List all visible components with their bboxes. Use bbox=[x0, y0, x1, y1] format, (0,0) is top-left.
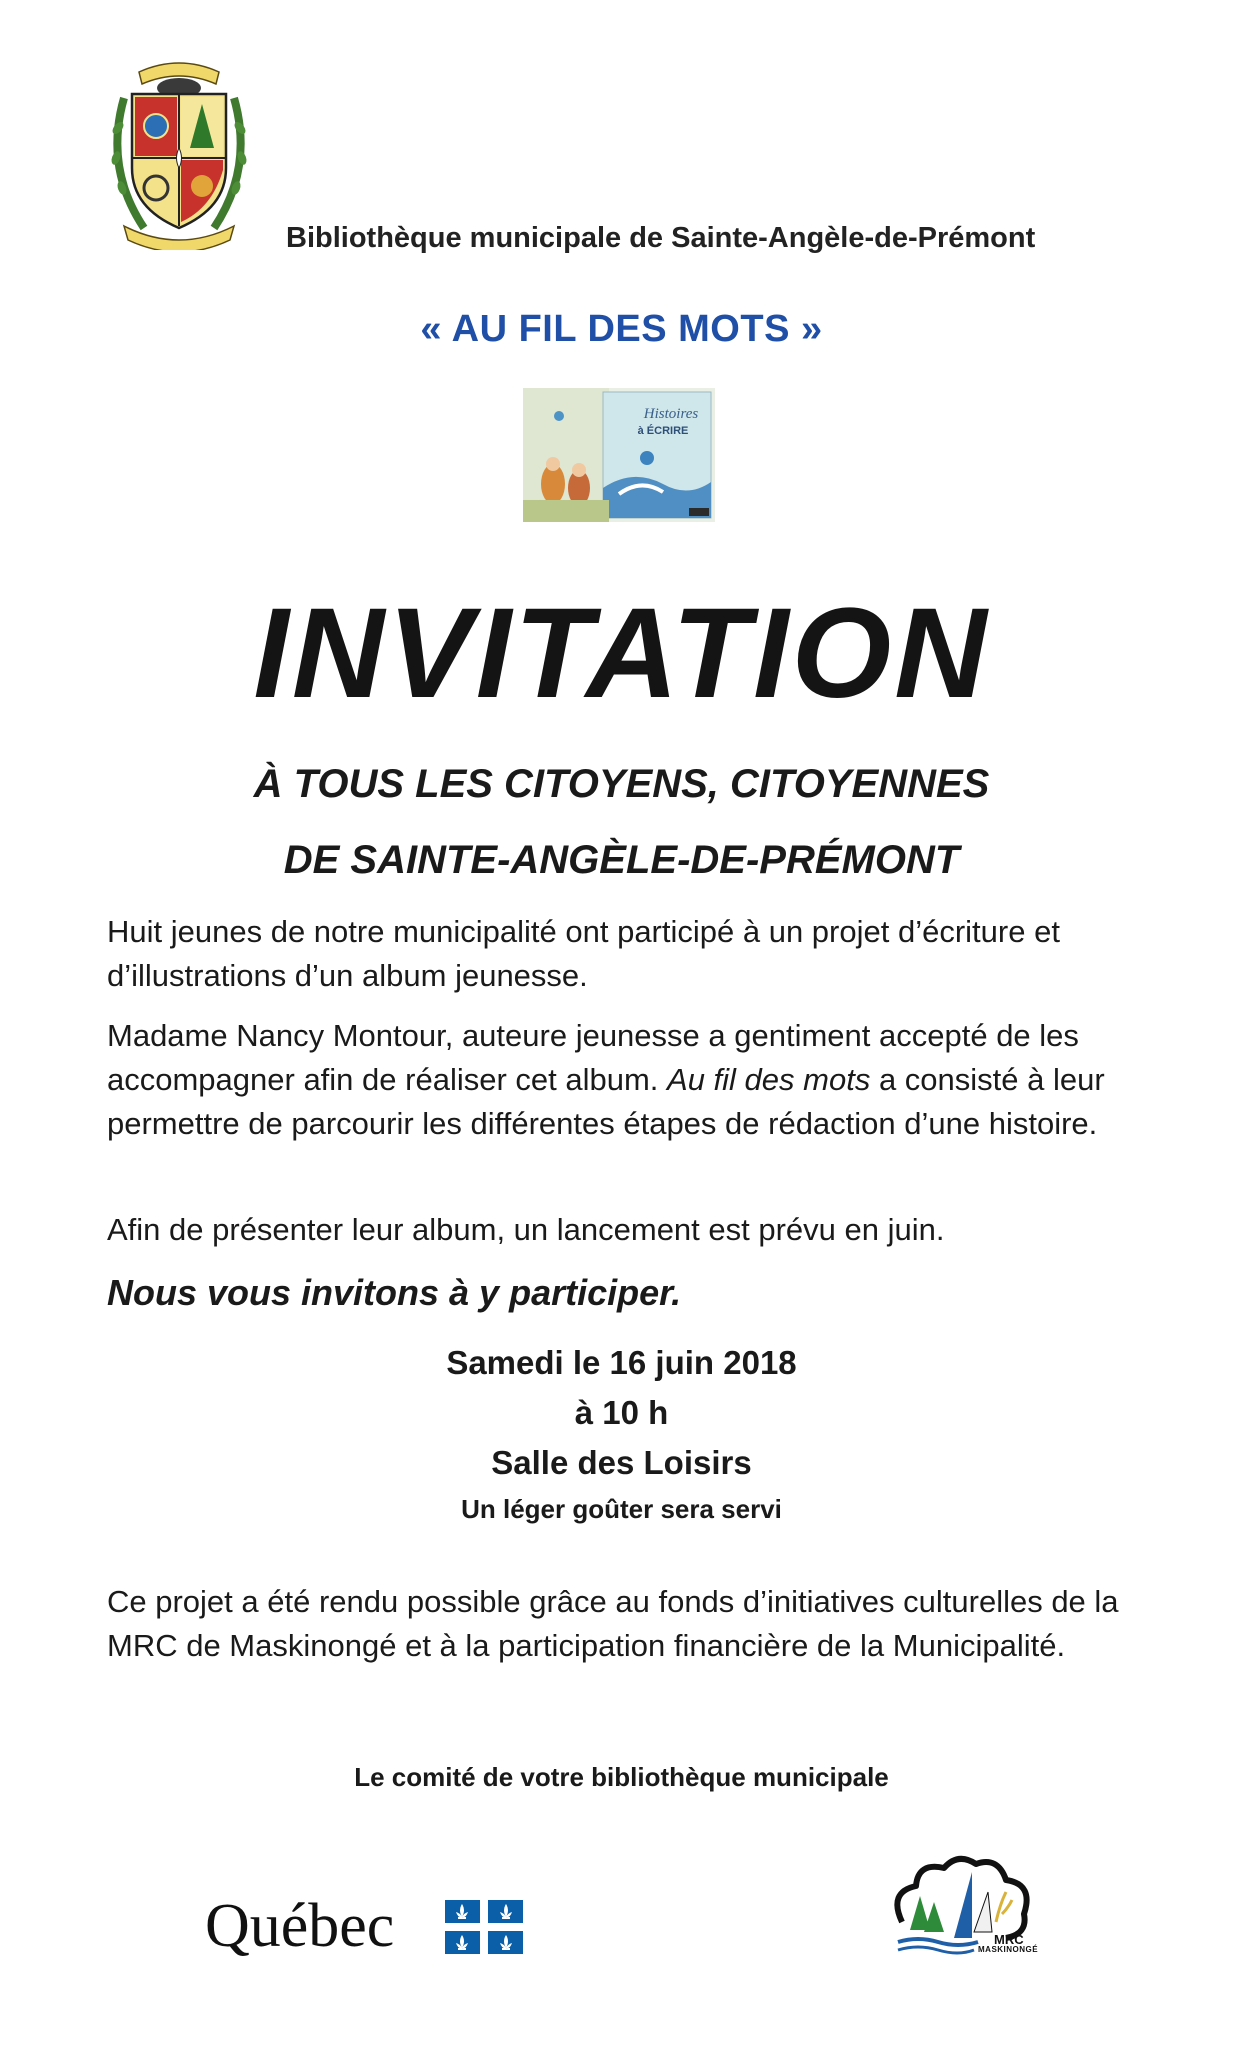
fleurdelise-flag-icon bbox=[445, 1900, 523, 1954]
book-title-line-1: Histoires bbox=[643, 406, 699, 422]
paragraph-2-end: a consisté à leur permettre de parcourir les différentes étapes de rédaction d’une histoire. bbox=[107, 1062, 1105, 1141]
call-to-action: Nous vous invitons à y participer. bbox=[107, 1272, 682, 1313]
quebec-wordmark: Québec bbox=[205, 1892, 395, 1960]
audience-line-2: DE SAINTE-ANGÈLE-DE-PRÉMONT bbox=[283, 838, 960, 882]
maskinonge-text: MASKINONGÉ bbox=[978, 1945, 1039, 1954]
project-title: « AU FIL DES MOTS » bbox=[420, 308, 823, 350]
library-name: Bibliothèque municipale de Sainte-Angèle-de-Prémont bbox=[286, 222, 1036, 254]
book-title-line-2: à ÉCRIRE bbox=[637, 425, 689, 437]
quebec-logo bbox=[205, 1886, 525, 1966]
paragraph-2-start: Madame Nancy Montour, auteure jeunesse a gentiment accepté de les accompagner afin de réaliser cet album. bbox=[107, 1018, 1079, 1097]
invitation-heading: INVITATION bbox=[253, 582, 990, 725]
municipal-coat-of-arms-icon bbox=[104, 58, 254, 250]
paragraph-2-italic-title: Au fil des mots bbox=[667, 1062, 871, 1097]
paragraph-4: Ce projet a été rendu possible grâce au fonds d’initiatives culturelles de la MRC de Maskinongé et à la participation financière de la Municipalité. bbox=[107, 1584, 1119, 1663]
event-venue: Salle des Loisirs bbox=[491, 1444, 752, 1481]
audience-line-1: À TOUS LES CITOYENS, CITOYENNES bbox=[253, 762, 990, 806]
event-time: à 10 h bbox=[574, 1394, 669, 1431]
mrc-text: MRC bbox=[994, 1932, 1024, 1947]
mrc-maskinonge-logo-icon bbox=[888, 1852, 1038, 1964]
paragraph-3: Afin de présenter leur album, un lancement est prévu en juin. bbox=[107, 1212, 945, 1247]
event-date: Samedi le 16 juin 2018 bbox=[446, 1344, 797, 1381]
book-cover-image bbox=[523, 388, 715, 522]
paragraph-2 bbox=[107, 1014, 1157, 1146]
signature: Le comité de votre bibliothèque municipale bbox=[354, 1762, 889, 1792]
paragraph-1: Huit jeunes de notre municipalité ont participé à un projet d’écriture et d’illustrations d’un album jeunesse. bbox=[107, 914, 1060, 993]
event-note: Un léger goûter sera servi bbox=[461, 1494, 782, 1524]
